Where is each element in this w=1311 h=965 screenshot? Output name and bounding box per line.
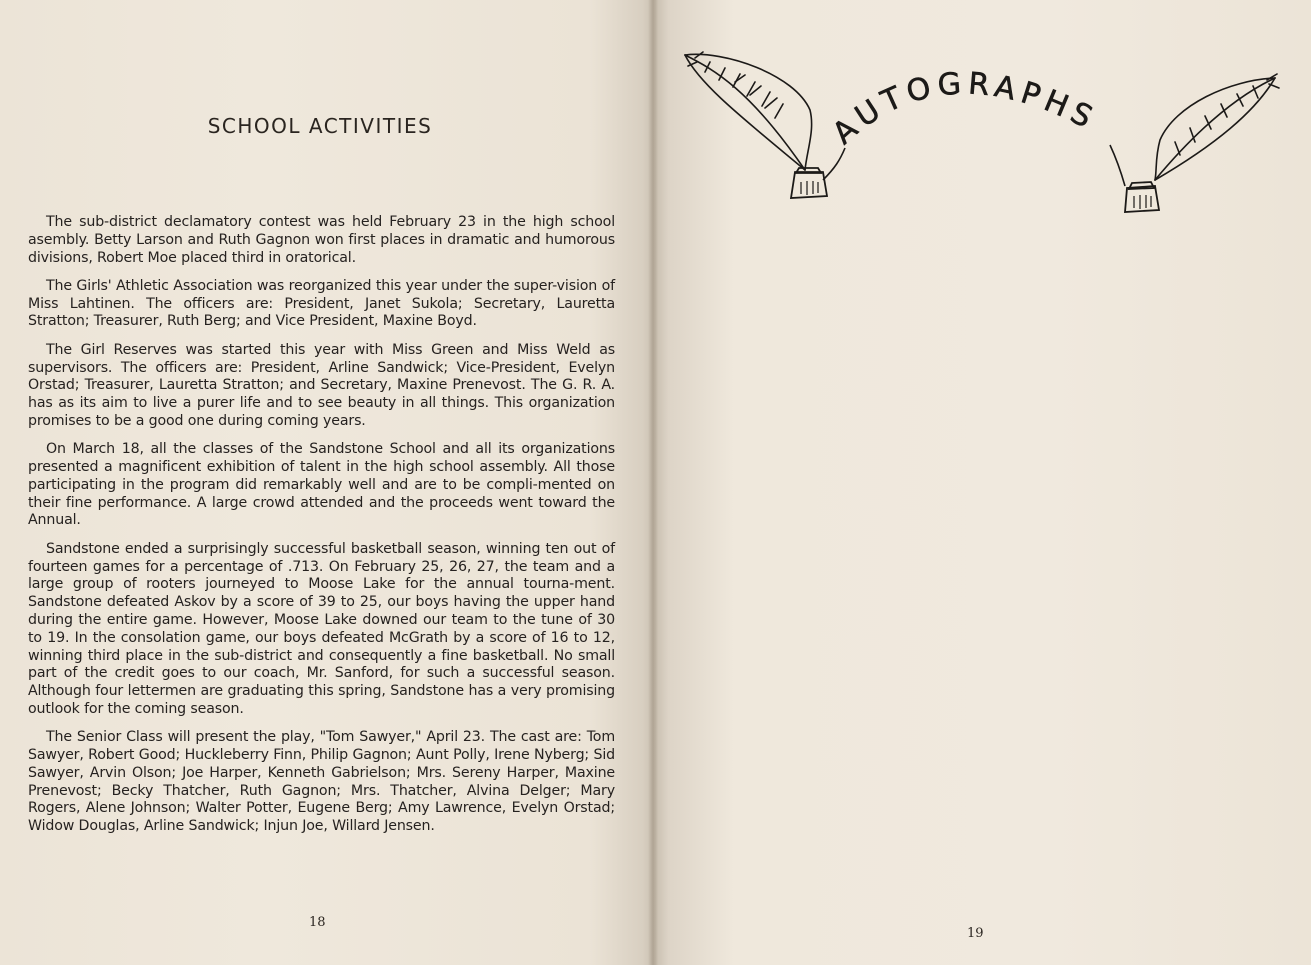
paragraph-talent-exhibition: On March 18, all the classes of the Sandstone School and all its organizations presented a magnificent exhibition of talent in the high school assembly. All those participating in the program did remarkably well and are to be compli-mented on their fine performance. A large crowd attended and the proceeds went toward the Annual. xyxy=(28,441,615,529)
page-number-left: 18 xyxy=(309,915,326,930)
left-inkwell-icon xyxy=(791,168,827,198)
right-connector xyxy=(1110,145,1125,186)
paragraph-basketball: Sandstone ended a surprisingly successful basketball season, winning ten out of fourteen games for a percentage of .713. On February 25, 26, 27, the team and a large group of rooters journeyed to Moose Lake for the annual tourna-ment. Sandstone defeated Askov by a score of 39 to 25, our boys having the upper hand during the entire game. However, Moose Lake downed our team to the tune of 30 to 19. In the consolation game, our boys defeated McGrath by a score of 16 to 12, winning third place in the sub-district and consequently a fine basketball. No small part of the credit goes to our coach, Mr. Sanford, for such a successful season. Although four lettermen are graduating this spring, Sandstone has a very promising outlook for the coming season. xyxy=(28,540,615,717)
paragraph-senior-play: The Senior Class will present the play, "Tom Sawyer," April 23. The cast are: Tom Sawyer, Robert Good; Huckleberry Finn, Philip Gagnon; Aunt Polly, Irene Nyberg; Sid Sawyer, Arvin Olson; Joe Harper, Kenneth Gabrielson; Mrs. Sereny Harper, Maxine Prenevost; Becky Thatcher, Ruth Gagnon; Mrs. Thatcher, Alvina Delger; Mary Rogers, Alene Johnson; Walter Potter, Eugene Berg; Amy Lawrence, Evelyn Orstad; Widow Douglas, Arline Sandwick; Injun Joe, Willard Jensen. xyxy=(28,729,615,835)
autographs-illustration xyxy=(655,0,1311,260)
article-body xyxy=(28,214,615,847)
right-quill-icon xyxy=(1155,74,1279,180)
paragraph-girls-athletic: The Girls' Athletic Association was reorganized this year under the super-vision of Miss Lahtinen. The officers are: President, Janet Sukola; Secretary, Lauretta Stratton; Treasurer, Ruth Berg; and Vice President, Maxine Boyd. xyxy=(28,277,615,330)
left-page xyxy=(0,0,652,965)
paragraph-girl-reserves: The Girl Reserves was started this year with Miss Green and Miss Weld as supervisors. The officers are: President, Arline Sandwick; Vice-President, Evelyn Orstad; Treasurer, Lauretta Stratton; and Secretary, Maxine Prenevost. The G. R. A. has as its aim to live a purer life and to see beauty in all things. This organization promises to be a good one during coming years. xyxy=(28,341,615,429)
page-number-right: 19 xyxy=(967,926,984,941)
right-page xyxy=(655,0,1311,965)
left-quill-icon xyxy=(685,52,812,170)
paragraph-declamatory: The sub-district declamatory contest was held February 23 in the high school asembly. Betty Larson and Ruth Gagnon won first places in dramatic and humorous divisions, Robert Moe placed third in oratorical. xyxy=(28,214,615,266)
autographs-heading xyxy=(826,66,1103,151)
left-connector xyxy=(823,148,845,180)
page-title: SCHOOL ACTIVITIES xyxy=(207,114,433,138)
right-inkwell-icon xyxy=(1125,182,1159,212)
autographs-heading-path: AUTOGRAPHS xyxy=(826,66,1103,152)
